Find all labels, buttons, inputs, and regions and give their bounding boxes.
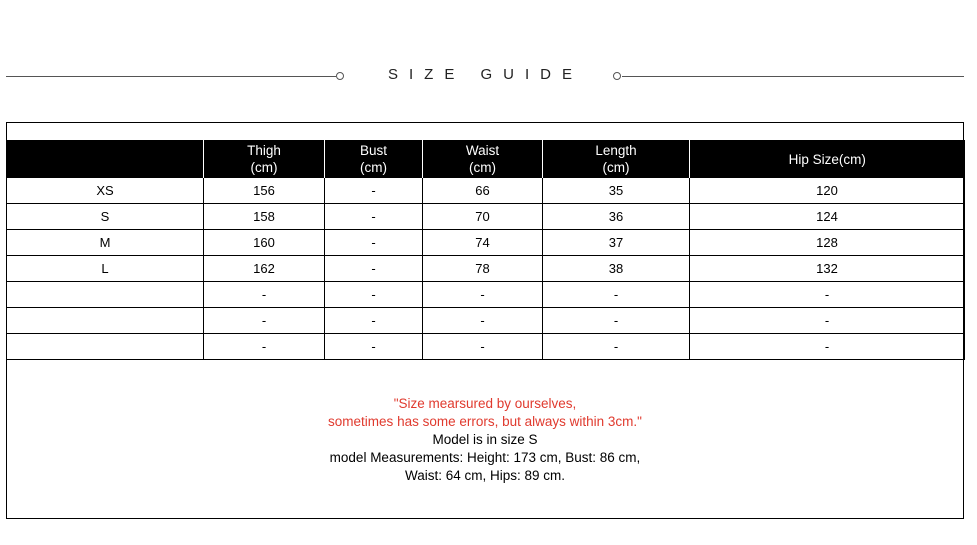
cell-thigh: -	[204, 334, 325, 360]
cell-thigh: 162	[204, 256, 325, 282]
cell-waist: -	[423, 282, 543, 308]
model-size-line: Model is in size S	[432, 432, 538, 447]
header-length: Length (cm)	[543, 140, 690, 178]
cell-hip: -	[690, 334, 965, 360]
table-row	[7, 334, 965, 360]
cell-thigh: 160	[204, 230, 325, 256]
header-dot-right	[613, 72, 621, 80]
cell-length: -	[543, 282, 690, 308]
header-dot-left	[336, 72, 344, 80]
cell-size	[7, 282, 204, 308]
cell-waist: -	[423, 308, 543, 334]
cell-hip: 124	[690, 204, 965, 230]
cell-size: XS	[7, 178, 204, 204]
disclaimer-line-1: "Size mearsured by ourselves,	[393, 396, 577, 411]
cell-length: 38	[543, 256, 690, 282]
cell-size: M	[7, 230, 204, 256]
cell-thigh: 158	[204, 204, 325, 230]
cell-length: -	[543, 334, 690, 360]
size-guide-header	[0, 62, 977, 90]
cell-thigh: -	[204, 282, 325, 308]
header-hip-size: Hip Size(cm)	[690, 140, 965, 178]
cell-waist: 78	[423, 256, 543, 282]
cell-bust: -	[325, 204, 423, 230]
size-table	[6, 140, 965, 360]
header-rule-left	[6, 76, 336, 77]
cell-size: S	[7, 204, 204, 230]
cell-size	[7, 334, 204, 360]
cell-hip: 128	[690, 230, 965, 256]
cell-bust: -	[325, 230, 423, 256]
measurement-notes	[6, 395, 964, 485]
cell-size	[7, 308, 204, 334]
model-measurements-line-2: Waist: 64 cm, Hips: 89 cm.	[404, 468, 566, 483]
disclaimer-line-2: sometimes has some errors, but always within 3cm."	[328, 414, 642, 429]
model-measurements-line-1: model Measurements: Height: 173 cm, Bust: 86 cm,	[329, 450, 641, 465]
cell-waist: 66	[423, 178, 543, 204]
table-row	[7, 308, 965, 334]
cell-thigh: 156	[204, 178, 325, 204]
table-row	[7, 256, 965, 282]
cell-bust: -	[325, 256, 423, 282]
header-rule-right	[622, 76, 964, 77]
table-row	[7, 230, 965, 256]
cell-length: 35	[543, 178, 690, 204]
cell-waist: 70	[423, 204, 543, 230]
table-row	[7, 282, 965, 308]
header-thigh: Thigh (cm)	[204, 140, 325, 178]
cell-length: 37	[543, 230, 690, 256]
cell-bust: -	[325, 334, 423, 360]
table-header-row	[7, 140, 965, 178]
page-title: SIZE GUIDE	[387, 66, 583, 83]
cell-waist: -	[423, 334, 543, 360]
cell-hip: -	[690, 282, 965, 308]
cell-bust: -	[325, 178, 423, 204]
header-bust: Bust (cm)	[325, 140, 423, 178]
cell-size: L	[7, 256, 204, 282]
cell-bust: -	[325, 282, 423, 308]
cell-bust: -	[325, 308, 423, 334]
table-row	[7, 204, 965, 230]
table-row	[7, 178, 965, 204]
cell-length: -	[543, 308, 690, 334]
cell-hip: 132	[690, 256, 965, 282]
header-waist: Waist (cm)	[423, 140, 543, 178]
header-size	[7, 140, 204, 178]
cell-waist: 74	[423, 230, 543, 256]
cell-length: 36	[543, 204, 690, 230]
cell-hip: -	[690, 308, 965, 334]
cell-hip: 120	[690, 178, 965, 204]
cell-thigh: -	[204, 308, 325, 334]
